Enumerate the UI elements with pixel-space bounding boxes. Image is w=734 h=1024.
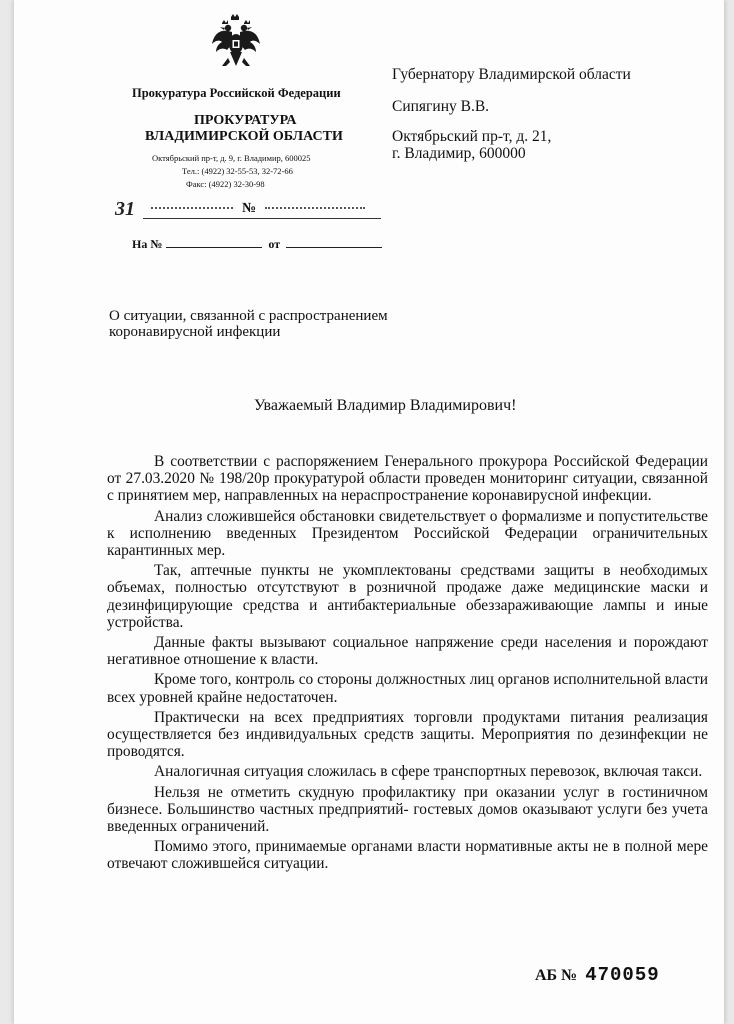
- reply-reference-line: [132, 237, 382, 252]
- office-address: Октябрьский пр-т, д. 9, г. Владимир, 600025: [152, 153, 311, 163]
- reply-to-label: На №: [132, 237, 163, 251]
- addressee-street: Октябрьский пр-т, д. 21,: [392, 128, 552, 145]
- paragraph: Помимо этого, принимаемые органами власти нормативные акты не в полной мере отвечают сложившейся ситуации.: [107, 838, 708, 873]
- form-number: 470059: [585, 964, 660, 986]
- registration-number-label: №: [242, 201, 257, 216]
- form-series-label: АБ №: [535, 967, 578, 984]
- paragraph: В соответствии с распоряжением Генерального прокурора Российской Федерации от 27.03.2020 № 198/20р прокуратурой области проведен мониторинг ситуации, связанной с принятием мер, направленных на нераспространение коронавирусной инфекции.: [107, 453, 708, 505]
- document-page: [14, 0, 724, 1024]
- paragraph: Так, аптечные пункты не укомплектованы средствами защиты в необходимых объемах, полностью отсутствуют в розничной продаже даже медицинские маски и дезинфицирующие средства и антибактериальные обеззараживающие лампы и иные устройства.: [107, 562, 708, 631]
- paragraph: Данные факты вызывают социальное напряжение среди населения и порождают негативное отношение к власти.: [107, 634, 708, 669]
- reply-date-blank: [286, 237, 382, 248]
- greeting: Уважаемый Владимир Владимирович!: [254, 397, 517, 414]
- addressee-name: Сипягину В.В.: [392, 98, 490, 115]
- letter-body: [107, 453, 708, 876]
- paragraph: Анализ сложившейся обстановки свидетельствует о формализме и попустительстве к исполнению введенных Президентом Российской Федерации ограничительных карантинных мер.: [107, 507, 708, 560]
- handwritten-number: [265, 207, 365, 211]
- reply-from-label: от: [268, 237, 281, 251]
- registration-underline: [143, 218, 381, 219]
- paragraph: Аналогичная ситуация сложилась в сфере транспортных перевозок, включая такси.: [154, 763, 703, 781]
- office-name-line2: ВЛАДИМИРСКОЙ ОБЛАСТИ: [145, 129, 343, 144]
- addressee-title: Губернатору Владимирской области: [392, 66, 631, 83]
- letter-subject: О ситуации, связанной с распространением коронавирусной инфекции: [109, 308, 388, 340]
- handwritten-month: [151, 207, 233, 211]
- paragraph: Нельзя не отметить скудную профилактику при оказании услуг в гостиничном бизнесе. Большинство частных предприятий- гостевых домов оказывают услуги без учета введенных ограничений.: [107, 783, 708, 836]
- reply-number-blank: [166, 237, 262, 248]
- office-phone: Тел.: (4922) 32-55-53, 32-72-66: [182, 166, 293, 176]
- registration-line: [113, 200, 381, 222]
- paragraph: Практически на всех предприятиях торговли продуктами питания реализация осуществляется без индивидуальных средств защиты. Мероприятия по дезинфекции не проводятся.: [107, 708, 708, 761]
- paragraph: Кроме того, контроль со стороны должностных лиц органов исполнительной власти всех уровней крайне недостаточен.: [107, 671, 708, 706]
- form-series-number: [535, 964, 660, 986]
- registration-date: 31: [115, 198, 135, 220]
- office-fax: Факс: (4922) 32-30-98: [186, 179, 265, 189]
- addressee-city: г. Владимир, 600000: [392, 145, 526, 162]
- org-name: Прокуратура Российской Федерации: [132, 86, 341, 100]
- eagle-emblem-icon: [210, 14, 262, 72]
- office-name-line1: ПРОКУРАТУРА: [194, 113, 297, 128]
